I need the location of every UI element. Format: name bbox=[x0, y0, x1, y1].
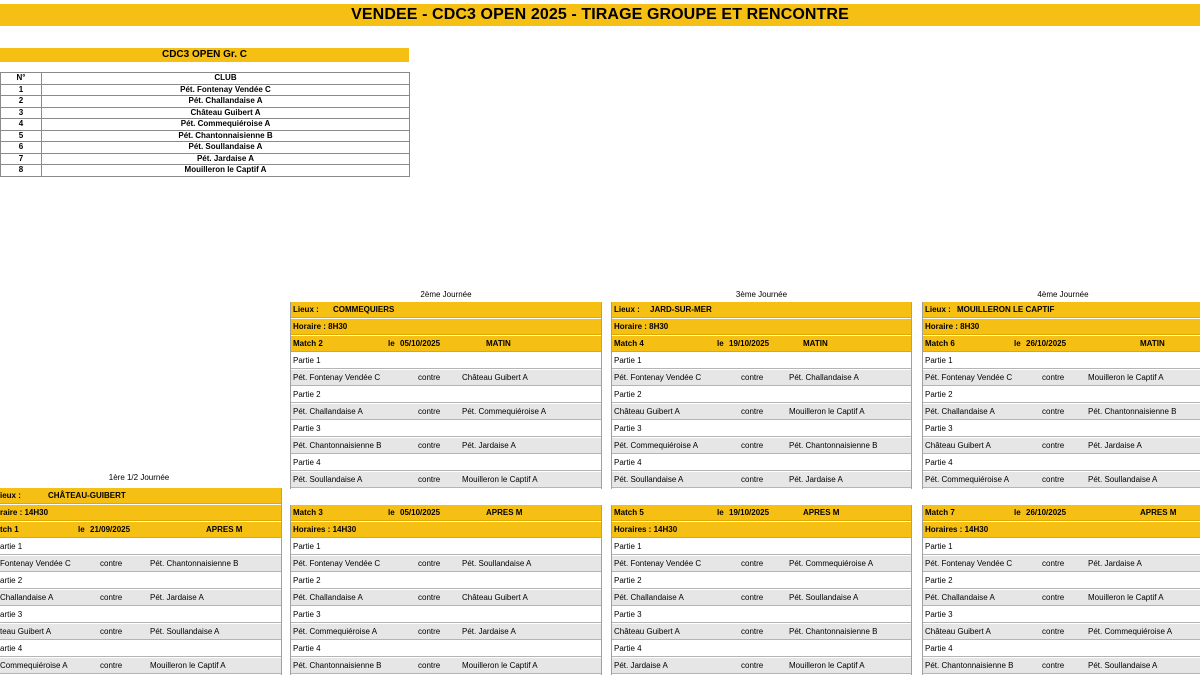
versus-label: contre bbox=[1042, 475, 1065, 484]
partie-label-row bbox=[922, 539, 1200, 555]
date-prefix: le bbox=[78, 525, 85, 534]
partie-label-row bbox=[290, 421, 602, 437]
match-block bbox=[611, 302, 912, 489]
club-num: 8 bbox=[1, 165, 42, 177]
match-date: 26/10/2025 bbox=[1026, 508, 1067, 517]
team-b: Mouilleron le Captif A bbox=[789, 407, 865, 416]
match-date: 19/10/2025 bbox=[729, 508, 770, 517]
team-a: Pét. Challandaise A bbox=[293, 593, 363, 602]
team-a: Pét. Fontenay Vendée C bbox=[293, 559, 381, 568]
club-num: 7 bbox=[1, 153, 42, 165]
partie-label: Partie 3 bbox=[614, 424, 642, 433]
match-block bbox=[922, 302, 1200, 489]
block-border bbox=[922, 302, 923, 489]
team-a: Pét. Fontenay Vendée C bbox=[925, 373, 1013, 382]
club-num: 5 bbox=[1, 130, 42, 142]
club-num: 1 bbox=[1, 84, 42, 96]
versus-label: contre bbox=[1042, 559, 1065, 568]
horaire-text: Horaires : 14H30 bbox=[925, 525, 989, 534]
partie-match-row bbox=[290, 472, 602, 488]
date-prefix: le bbox=[1014, 508, 1021, 517]
journee-label: 4ème Journée bbox=[1037, 290, 1089, 299]
club-name: Château Guibert A bbox=[42, 107, 410, 119]
team-a: Pét. Soullandaise A bbox=[293, 475, 363, 484]
partie-label: Partie 1 bbox=[614, 356, 642, 365]
partie-match-row bbox=[611, 590, 912, 606]
partie-label: Partie 3 bbox=[293, 424, 321, 433]
versus-label: contre bbox=[418, 407, 441, 416]
versus-label: contre bbox=[418, 475, 441, 484]
match-date: 21/09/2025 bbox=[90, 525, 131, 534]
team-b: Pét. Jardaise A bbox=[462, 627, 516, 636]
match-period: APRES M bbox=[1140, 508, 1177, 517]
partie-label: Partie 4 bbox=[614, 644, 642, 653]
team-b: Pét. Jardaise A bbox=[789, 475, 843, 484]
versus-label: contre bbox=[741, 475, 764, 484]
club-row bbox=[1, 153, 410, 165]
partie-match-row bbox=[922, 370, 1200, 386]
block-border bbox=[611, 302, 612, 489]
match-row bbox=[0, 522, 282, 538]
team-a: Pét. Fontenay Vendée C bbox=[614, 373, 702, 382]
lieu-row bbox=[0, 488, 282, 504]
partie-label-row bbox=[922, 455, 1200, 471]
partie-label: Partie 4 bbox=[925, 644, 953, 653]
team-b: Pét. Challandaise A bbox=[789, 373, 859, 382]
partie-label: Partie 2 bbox=[293, 576, 321, 585]
club-table bbox=[0, 72, 410, 177]
match-date: 05/10/2025 bbox=[400, 508, 441, 517]
partie-label-row bbox=[290, 539, 602, 555]
match-label: tch 1 bbox=[0, 525, 19, 534]
versus-label: contre bbox=[1042, 407, 1065, 416]
team-a: Pét. Commequiéroise A bbox=[925, 475, 1010, 484]
match-period: MATIN bbox=[803, 339, 828, 348]
team-a: Pét. Commequiéroise A bbox=[293, 627, 378, 636]
team-b: Pét. Soullandaise A bbox=[1088, 661, 1158, 670]
group-title: CDC3 OPEN Gr. C bbox=[0, 48, 409, 62]
team-b: Pét. Chantonnaisienne B bbox=[150, 559, 239, 568]
match-row bbox=[290, 336, 602, 352]
date-prefix: le bbox=[388, 339, 395, 348]
team-a: Pét. Fontenay Vendée C bbox=[293, 373, 381, 382]
club-name: Pét. Soullandaise A bbox=[42, 142, 410, 154]
horaire-row bbox=[290, 522, 602, 538]
match-label: Match 5 bbox=[614, 508, 644, 517]
block-border bbox=[601, 302, 602, 489]
match-period: APRES M bbox=[206, 525, 243, 534]
partie-label: Partie 4 bbox=[293, 644, 321, 653]
partie-label-row bbox=[290, 573, 602, 589]
versus-label: contre bbox=[418, 373, 441, 382]
partie-label-row bbox=[922, 573, 1200, 589]
match-date: 05/10/2025 bbox=[400, 339, 441, 348]
club-name: Mouilleron le Captif A bbox=[42, 165, 410, 177]
partie-label-row bbox=[611, 455, 912, 471]
horaire-row bbox=[611, 522, 912, 538]
team-b: Pét. Commequiéroise A bbox=[789, 559, 874, 568]
match-row bbox=[922, 505, 1200, 521]
partie-label-row bbox=[611, 573, 912, 589]
team-b: Mouilleron le Captif A bbox=[462, 475, 538, 484]
match-period: MATIN bbox=[1140, 339, 1165, 348]
team-a: Château Guibert A bbox=[925, 627, 991, 636]
team-a: Château Guibert A bbox=[925, 441, 991, 450]
partie-label: Partie 3 bbox=[925, 610, 953, 619]
team-a: Pét. Challandaise A bbox=[293, 407, 363, 416]
team-b: Mouilleron le Captif A bbox=[789, 661, 865, 670]
partie-label: artie 3 bbox=[0, 610, 23, 619]
team-b: Pét. Commequiéroise A bbox=[462, 407, 547, 416]
journee-label: 2ème Journée bbox=[420, 290, 472, 299]
partie-match-row bbox=[611, 624, 912, 640]
partie-label: Partie 2 bbox=[293, 390, 321, 399]
partie-match-row bbox=[0, 556, 282, 572]
match-row bbox=[611, 336, 912, 352]
horaire-text: Horaires : 14H30 bbox=[614, 525, 678, 534]
partie-match-row bbox=[290, 590, 602, 606]
partie-label: Partie 2 bbox=[925, 576, 953, 585]
versus-label: contre bbox=[741, 441, 764, 450]
team-b: Château Guibert A bbox=[462, 373, 528, 382]
partie-label-row bbox=[290, 353, 602, 369]
partie-match-row bbox=[611, 404, 912, 420]
club-row bbox=[1, 96, 410, 108]
versus-label: contre bbox=[418, 661, 441, 670]
versus-label: contre bbox=[1042, 661, 1065, 670]
lieu-name: CHÂTEAU-GUIBERT bbox=[48, 491, 126, 500]
match-label: Match 6 bbox=[925, 339, 955, 348]
team-b: Pét. Chantonnaisienne B bbox=[1088, 407, 1177, 416]
partie-label-row bbox=[922, 421, 1200, 437]
partie-label: Partie 3 bbox=[293, 610, 321, 619]
team-b: Pét. Jardaise A bbox=[1088, 559, 1142, 568]
partie-match-row bbox=[922, 438, 1200, 454]
team-a: Pét. Commequiéroise A bbox=[614, 441, 699, 450]
date-prefix: le bbox=[388, 508, 395, 517]
partie-label: Partie 2 bbox=[925, 390, 953, 399]
versus-label: contre bbox=[418, 627, 441, 636]
partie-label: Partie 2 bbox=[614, 576, 642, 585]
partie-match-row bbox=[922, 404, 1200, 420]
partie-label-row bbox=[922, 353, 1200, 369]
match-label: Match 7 bbox=[925, 508, 955, 517]
team-b: Mouilleron le Captif A bbox=[1088, 373, 1164, 382]
match-block bbox=[290, 505, 602, 675]
partie-label-row bbox=[611, 539, 912, 555]
journee-label: 3ème Journée bbox=[735, 290, 788, 299]
date-prefix: le bbox=[717, 339, 724, 348]
partie-label: artie 4 bbox=[0, 644, 23, 653]
lieu-label: Lieux : bbox=[925, 305, 951, 314]
horaire-row bbox=[922, 522, 1200, 538]
col-club-header: CLUB bbox=[42, 73, 410, 85]
partie-label: Partie 4 bbox=[614, 458, 642, 467]
partie-label: Partie 1 bbox=[925, 542, 953, 551]
team-b: Pét. Jardaise A bbox=[1088, 441, 1142, 450]
partie-match-row bbox=[0, 624, 282, 640]
versus-label: contre bbox=[100, 593, 123, 602]
lieu-row bbox=[922, 302, 1200, 318]
block-border bbox=[911, 302, 912, 489]
match-row bbox=[611, 505, 912, 521]
partie-match-row bbox=[0, 590, 282, 606]
partie-match-row bbox=[922, 472, 1200, 488]
partie-label-row bbox=[611, 607, 912, 623]
versus-label: contre bbox=[1042, 373, 1065, 382]
match-row bbox=[290, 505, 602, 521]
match-block bbox=[0, 488, 282, 675]
match-block bbox=[290, 302, 602, 489]
match-period: MATIN bbox=[486, 339, 511, 348]
club-row bbox=[1, 130, 410, 142]
versus-label: contre bbox=[418, 593, 441, 602]
lieu-label: Lieux : bbox=[614, 305, 640, 314]
partie-label-row bbox=[611, 353, 912, 369]
block-border bbox=[611, 505, 612, 675]
team-b: Pét. Soullandaise A bbox=[789, 593, 859, 602]
team-a: Pét. Challandaise A bbox=[925, 407, 995, 416]
versus-label: contre bbox=[100, 627, 123, 636]
lieu-name: MOUILLERON LE CAPTIF bbox=[957, 305, 1055, 314]
partie-match-row bbox=[290, 658, 602, 674]
partie-label: Partie 1 bbox=[925, 356, 953, 365]
partie-match-row bbox=[0, 658, 282, 674]
team-a: Château Guibert A bbox=[614, 407, 680, 416]
block-border bbox=[290, 302, 291, 489]
club-name: Pét. Fontenay Vendée C bbox=[42, 84, 410, 96]
versus-label: contre bbox=[741, 627, 764, 636]
versus-label: contre bbox=[741, 661, 764, 670]
team-a: Pét. Jardaise A bbox=[614, 661, 668, 670]
club-name: Pét. Jardaise A bbox=[42, 153, 410, 165]
partie-match-row bbox=[922, 556, 1200, 572]
horaire-text: Horaire : 8H30 bbox=[293, 322, 348, 331]
versus-label: contre bbox=[418, 441, 441, 450]
team-b: Pét. Chantonnaisienne B bbox=[789, 627, 878, 636]
team-a: Pét. Chantonnaisienne B bbox=[925, 661, 1014, 670]
partie-label-row bbox=[0, 573, 282, 589]
partie-match-row bbox=[290, 624, 602, 640]
match-period: APRES M bbox=[803, 508, 840, 517]
club-num: 3 bbox=[1, 107, 42, 119]
team-a: Challandaise A bbox=[0, 593, 54, 602]
team-b: Pét. Jardaise A bbox=[150, 593, 204, 602]
versus-label: contre bbox=[1042, 627, 1065, 636]
match-date: 26/10/2025 bbox=[1026, 339, 1067, 348]
match-period: APRES M bbox=[486, 508, 523, 517]
horaire-text: Horaire : 8H30 bbox=[614, 322, 669, 331]
versus-label: contre bbox=[741, 373, 764, 382]
horaire-text: Horaire : 8H30 bbox=[925, 322, 980, 331]
team-a: Pét. Chantonnaisienne B bbox=[293, 661, 382, 670]
horaire-text: Horaires : 14H30 bbox=[293, 525, 357, 534]
partie-label: artie 2 bbox=[0, 576, 23, 585]
lieu-name: JARD-SUR-MER bbox=[650, 305, 712, 314]
partie-match-row bbox=[611, 658, 912, 674]
partie-match-row bbox=[922, 658, 1200, 674]
versus-label: contre bbox=[741, 593, 764, 602]
partie-label-row bbox=[0, 641, 282, 657]
block-border bbox=[911, 505, 912, 675]
match-block bbox=[922, 505, 1200, 675]
team-a: Pét. Fontenay Vendée C bbox=[925, 559, 1013, 568]
partie-label: Partie 3 bbox=[614, 610, 642, 619]
lieu-label: Lieux : bbox=[293, 305, 319, 314]
match-date: 19/10/2025 bbox=[729, 339, 770, 348]
club-num: 6 bbox=[1, 142, 42, 154]
club-row bbox=[1, 165, 410, 177]
match-label: Match 2 bbox=[293, 339, 323, 348]
horaire-text: raire : 14H30 bbox=[0, 508, 49, 517]
versus-label: contre bbox=[1042, 593, 1065, 602]
partie-label: Partie 1 bbox=[293, 542, 321, 551]
club-row bbox=[1, 142, 410, 154]
club-name: Pét. Chantonnaisienne B bbox=[42, 130, 410, 142]
horaire-row bbox=[611, 319, 912, 335]
block-border bbox=[290, 505, 291, 675]
versus-label: contre bbox=[741, 559, 764, 568]
partie-match-row bbox=[611, 556, 912, 572]
page-title: VENDEE - CDC3 OPEN 2025 - TIRAGE GROUPE ET RENCONTRE bbox=[0, 4, 1200, 26]
partie-match-row bbox=[290, 556, 602, 572]
block-border bbox=[601, 505, 602, 675]
partie-label-row bbox=[611, 641, 912, 657]
lieu-label: ieux : bbox=[0, 491, 21, 500]
partie-match-row bbox=[290, 370, 602, 386]
club-name: Pét. Challandaise A bbox=[42, 96, 410, 108]
versus-label: contre bbox=[100, 559, 123, 568]
match-block bbox=[611, 505, 912, 675]
partie-match-row bbox=[290, 404, 602, 420]
partie-label: Partie 4 bbox=[293, 458, 321, 467]
partie-label: Partie 2 bbox=[614, 390, 642, 399]
club-num: 4 bbox=[1, 119, 42, 131]
partie-label-row bbox=[290, 607, 602, 623]
block-border bbox=[922, 505, 923, 675]
versus-label: contre bbox=[1042, 441, 1065, 450]
horaire-row bbox=[0, 505, 282, 521]
partie-label: artie 1 bbox=[0, 542, 23, 551]
partie-match-row bbox=[922, 590, 1200, 606]
partie-label: Partie 1 bbox=[614, 542, 642, 551]
date-prefix: le bbox=[717, 508, 724, 517]
club-row bbox=[1, 107, 410, 119]
team-b: Pét. Soullandaise A bbox=[150, 627, 220, 636]
team-a: Pét. Soullandaise A bbox=[614, 475, 684, 484]
team-b: Pét. Jardaise A bbox=[462, 441, 516, 450]
team-a: teau Guibert A bbox=[0, 627, 52, 636]
match-label: Match 4 bbox=[614, 339, 644, 348]
partie-label-row bbox=[611, 387, 912, 403]
team-b: Mouilleron le Captif A bbox=[1088, 593, 1164, 602]
versus-label: contre bbox=[100, 661, 123, 670]
club-table-header bbox=[1, 73, 410, 85]
partie-label-row bbox=[922, 607, 1200, 623]
lieu-name: COMMEQUIERS bbox=[333, 305, 395, 314]
partie-label-row bbox=[922, 641, 1200, 657]
partie-label-row bbox=[290, 387, 602, 403]
lieu-row bbox=[290, 302, 602, 318]
col-num-header: N° bbox=[1, 73, 42, 85]
lieu-row bbox=[611, 302, 912, 318]
team-a: Pét. Chantonnaisienne B bbox=[293, 441, 382, 450]
partie-match-row bbox=[290, 438, 602, 454]
match-label: Match 3 bbox=[293, 508, 323, 517]
team-a: Commequiéroise A bbox=[0, 661, 68, 670]
team-b: Mouilleron le Captif A bbox=[462, 661, 538, 670]
partie-label-row bbox=[290, 455, 602, 471]
partie-match-row bbox=[922, 624, 1200, 640]
team-a: Château Guibert A bbox=[614, 627, 680, 636]
club-row bbox=[1, 119, 410, 131]
match-row bbox=[922, 336, 1200, 352]
team-b: Pét. Commequiéroise A bbox=[1088, 627, 1173, 636]
club-row bbox=[1, 84, 410, 96]
partie-label-row bbox=[611, 421, 912, 437]
team-b: Château Guibert A bbox=[462, 593, 528, 602]
team-a: Pét. Challandaise A bbox=[614, 593, 684, 602]
partie-match-row bbox=[611, 370, 912, 386]
partie-label: Partie 4 bbox=[925, 458, 953, 467]
partie-match-row bbox=[611, 438, 912, 454]
partie-label-row bbox=[0, 607, 282, 623]
team-a: Pét. Fontenay Vendée C bbox=[614, 559, 702, 568]
team-b: Mouilleron le Captif A bbox=[150, 661, 226, 670]
date-prefix: le bbox=[1014, 339, 1021, 348]
horaire-row bbox=[922, 319, 1200, 335]
partie-match-row bbox=[611, 472, 912, 488]
horaire-row bbox=[290, 319, 602, 335]
partie-label: Partie 1 bbox=[293, 356, 321, 365]
club-name: Pét. Commequiéroise A bbox=[42, 119, 410, 131]
journee-label: 1ère 1/2 Journée bbox=[108, 473, 170, 482]
versus-label: contre bbox=[418, 559, 441, 568]
block-border bbox=[281, 488, 282, 675]
team-b: Pét. Chantonnaisienne B bbox=[789, 441, 878, 450]
club-num: 2 bbox=[1, 96, 42, 108]
partie-label-row bbox=[922, 387, 1200, 403]
team-b: Pét. Soullandaise A bbox=[462, 559, 532, 568]
team-a: Fontenay Vendée C bbox=[0, 559, 71, 568]
partie-label: Partie 3 bbox=[925, 424, 953, 433]
team-b: Pét. Soullandaise A bbox=[1088, 475, 1158, 484]
partie-label-row bbox=[290, 641, 602, 657]
team-a: Pét. Challandaise A bbox=[925, 593, 995, 602]
versus-label: contre bbox=[741, 407, 764, 416]
partie-label-row bbox=[0, 539, 282, 555]
